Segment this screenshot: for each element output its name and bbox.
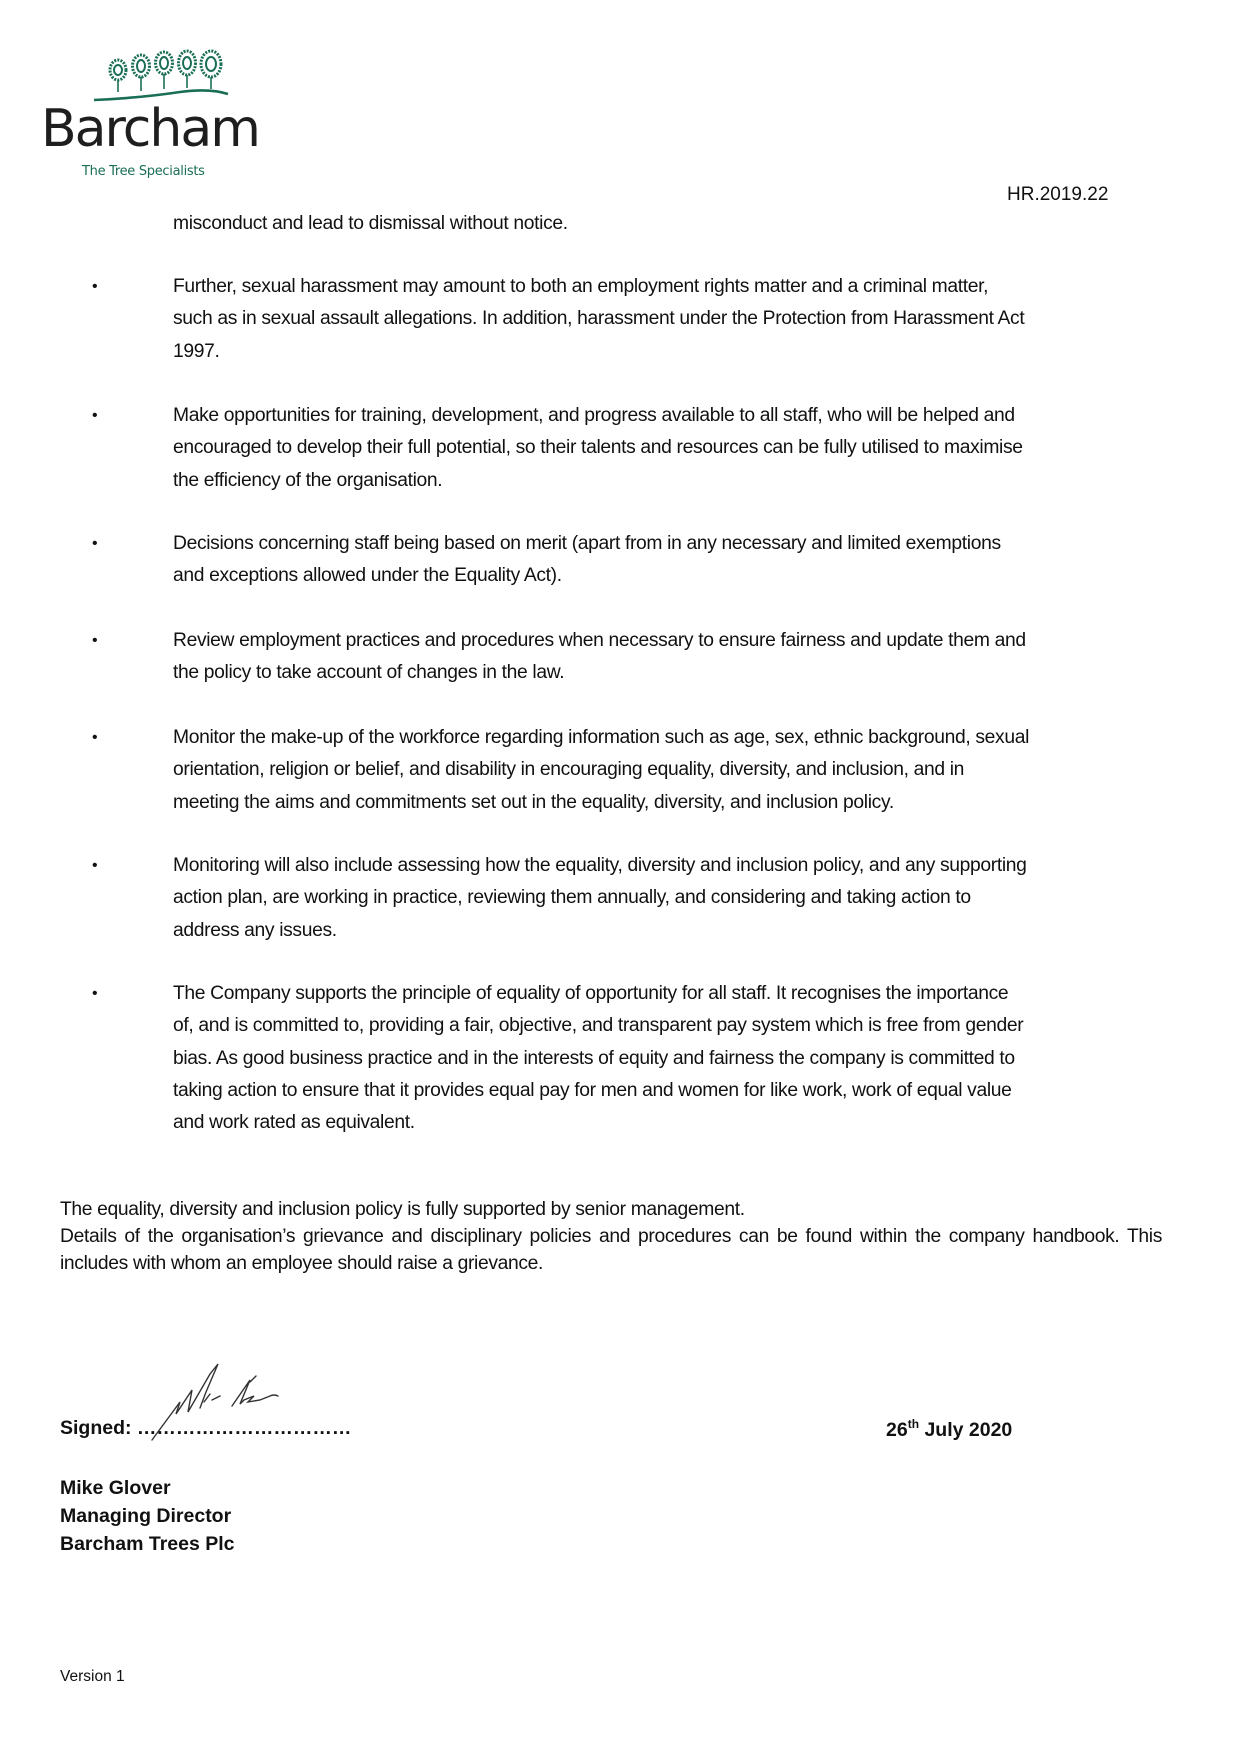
closing-statement — [60, 1196, 1162, 1277]
bullet-line: and exceptions allowed under the Equality Act). — [173, 565, 562, 587]
bullet-line: such as in sexual assault allegations. In addition, harassment under the Protection from Harassment Act — [173, 308, 1025, 330]
date-month-year: July 2020 — [919, 1419, 1013, 1441]
bullet-line: meeting the aims and commitments set out in the equality, diversity, and inclusion policy. — [173, 791, 894, 813]
bullet-line: Further, sexual harassment may amount to both an employment rights matter and a criminal matter, — [173, 276, 989, 297]
bullet-line: of, and is committed to, providing a fair, objective, and transparent pay system which is free from gender — [173, 1015, 1024, 1037]
bullet-icon: • — [92, 857, 98, 874]
bullet-line: taking action to ensure that it provides equal pay for men and women for like work, work of equal value — [173, 1079, 1012, 1101]
grievance-statement: Details of the organisation’s grievance and disciplinary policies and procedures can be found within the company handbook. This includes with whom an employee should raise a grievance. — [60, 1226, 1162, 1274]
bullet-line: The Company supports the principle of equality of opportunity for all staff. It recognises the importance — [173, 983, 1009, 1004]
bullet-text — [173, 850, 1173, 947]
signed-label: Signed: — [60, 1417, 132, 1439]
bullet-text — [173, 528, 1173, 593]
bullet-icon: • — [92, 985, 98, 1002]
bullet-icon: • — [92, 407, 98, 424]
date-day: 26 — [886, 1419, 908, 1441]
logo-tagline: The Tree Specialists — [82, 164, 205, 179]
bullet-text — [173, 400, 1173, 497]
bullet-line: Monitor the make-up of the workforce regarding information such as age, sex, ethnic background, sexual — [173, 727, 1030, 748]
bullet-line: encouraged to develop their full potential, so their talents and resources can be fully utilised to maximise — [173, 437, 1023, 459]
bullet-line: address any issues. — [173, 919, 337, 941]
bullet-icon: • — [92, 535, 98, 552]
document-reference: HR.2019.22 — [1007, 184, 1109, 205]
bullet-text — [173, 625, 1173, 690]
bullet-text — [173, 722, 1173, 819]
signature-dots: …………………………… — [136, 1417, 352, 1439]
five-trees-logo-icon — [80, 44, 230, 106]
bullet-icon: • — [92, 278, 98, 295]
bullet-line: the policy to take account of changes in the law. — [173, 662, 565, 684]
signature-line — [60, 1417, 351, 1440]
bullet-line: bias. As good business practice and in the interests of equity and fairness the company is committed to — [173, 1047, 1015, 1069]
version-footer: Version 1 — [60, 1668, 125, 1685]
signature-date — [886, 1417, 1012, 1442]
bullet-icon: • — [92, 729, 98, 746]
continuation-text: misconduct and lead to dismissal without notice. — [173, 213, 568, 234]
signatory-block — [60, 1474, 235, 1558]
signatory-name: Mike Glover — [60, 1477, 171, 1499]
bullet-text — [173, 271, 1173, 368]
bullet-line: Monitoring will also include assessing how the equality, diversity and inclusion policy, and any supporting — [173, 855, 1027, 876]
bullet-icon: • — [92, 632, 98, 649]
signatory-title: Managing Director — [60, 1505, 232, 1527]
date-suffix: th — [907, 1417, 920, 1431]
bullet-line: 1997. — [173, 340, 220, 362]
signatory-company: Barcham Trees Plc — [60, 1533, 235, 1555]
bullet-line: and work rated as equivalent. — [173, 1112, 415, 1134]
bullet-line: Decisions concerning staff being based on merit (apart from in any necessary and limited exemptions — [173, 533, 1001, 554]
bullet-text — [173, 978, 1173, 1139]
bullet-line: orientation, religion or belief, and disability in encouraging equality, diversity, and inclusion, and in — [173, 759, 965, 781]
logo-wordmark: Barcham — [41, 99, 259, 159]
company-logo — [40, 40, 270, 190]
bullet-line: the efficiency of the organisation. — [173, 469, 443, 491]
support-statement: The equality, diversity and inclusion policy is fully supported by senior management. — [60, 1199, 745, 1220]
bullet-line: Make opportunities for training, development, and progress available to all staff, who will be helped and — [173, 405, 1015, 426]
bullet-line: Review employment practices and procedures when necessary to ensure fairness and update them and — [173, 630, 1026, 651]
bullet-line: action plan, are working in practice, reviewing them annually, and considering and taking action to — [173, 887, 971, 909]
